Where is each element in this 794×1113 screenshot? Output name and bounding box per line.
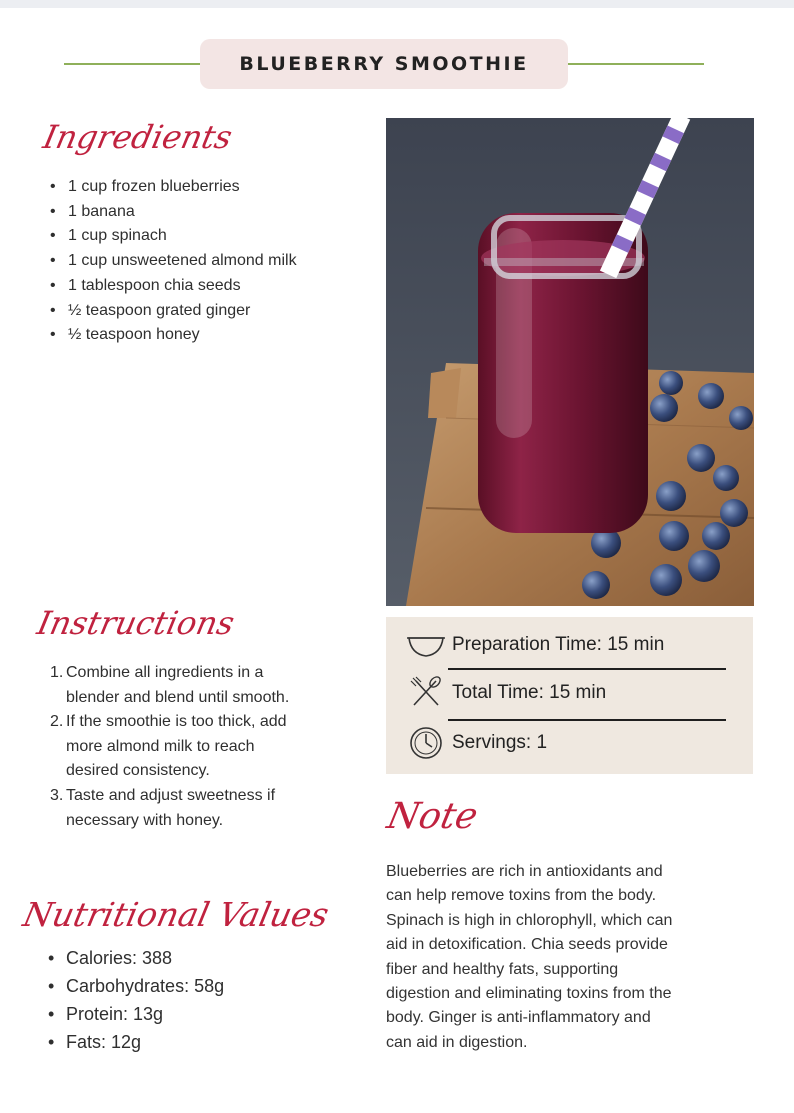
note-line: Blueberries are rich in antioxidants and (386, 863, 663, 880)
servings-row (406, 725, 547, 761)
total-time-row (406, 675, 606, 711)
step-line: necessary with honey. (66, 811, 224, 829)
step-line: desired consistency. (66, 762, 210, 780)
ingredients-list (48, 175, 297, 348)
step-number: 2. (50, 713, 64, 731)
note-line: can aid in digestion. (386, 1033, 528, 1051)
list-item: • 1 cup unsweetened almond milk (48, 249, 297, 274)
list-item: • ½ teaspoon honey (48, 323, 297, 348)
nutrition-list (46, 944, 224, 1056)
list-item: • Fats: 12g (46, 1028, 224, 1056)
note-heading: Note (383, 796, 482, 837)
note-line: fiber and healthy fats, supporting (386, 960, 619, 978)
recipe-info-box (386, 617, 753, 774)
step-line: Combine all ingredients in a (66, 664, 264, 681)
step-line: blender and blend until smooth. (66, 688, 290, 706)
list-item: • 1 cup frozen blueberries (48, 175, 297, 200)
instructions-list (50, 661, 289, 833)
note-text (386, 860, 766, 1055)
prep-time-text: Preparation Time: 15 min (452, 634, 665, 655)
note-line: Spinach is high in chlorophyll, which can (386, 911, 673, 929)
list-item: • Carbohydrates: 58g (46, 972, 224, 1000)
smoothie-photo (386, 118, 754, 606)
list-item: • Protein: 13g (46, 1000, 224, 1028)
note-line: aid in detoxification. Chia seeds provide (386, 936, 668, 954)
prep-time-row (406, 627, 664, 663)
list-item: • 1 cup spinach (48, 224, 297, 249)
title-rule-left (64, 63, 200, 65)
divider (448, 719, 726, 721)
step-number: 3. (50, 786, 64, 804)
list-item: • 1 tablespoon chia seeds (48, 274, 297, 299)
list-item: • ½ teaspoon grated ginger (48, 299, 297, 324)
top-bar (0, 0, 794, 8)
total-time-text: Total Time: 15 min (452, 682, 607, 703)
list-item (50, 784, 289, 833)
bowl-icon (406, 627, 446, 663)
smoothie-illustration (386, 118, 754, 606)
note-line: digestion and eliminating toxins from the (386, 985, 672, 1003)
step-line: If the smoothie is too thick, add (66, 713, 287, 731)
step-line: Taste and adjust sweetness if (66, 786, 276, 804)
step-number: 1. (50, 664, 64, 681)
divider (448, 668, 726, 670)
list-item: • Calories: 388 (46, 944, 224, 972)
ingredients-heading: Ingredients (39, 118, 236, 156)
step-line: more almond milk to reach (66, 737, 255, 755)
nutrition-heading: Nutritional Values (19, 895, 333, 934)
servings-text: Servings: 1 (452, 732, 548, 753)
title-rule-right (568, 63, 704, 65)
list-item (50, 710, 289, 784)
recipe-title: BLUEBERRY SMOOTHIE (200, 39, 568, 89)
utensils-icon (406, 675, 446, 711)
clock-icon (406, 725, 446, 761)
note-line: body. Ginger is anti-inflammatory and (386, 1009, 651, 1027)
list-item (50, 661, 289, 710)
note-line: can help remove toxins from the body. (386, 887, 657, 905)
instructions-heading: Instructions (33, 604, 238, 642)
list-item: • 1 banana (48, 200, 297, 225)
